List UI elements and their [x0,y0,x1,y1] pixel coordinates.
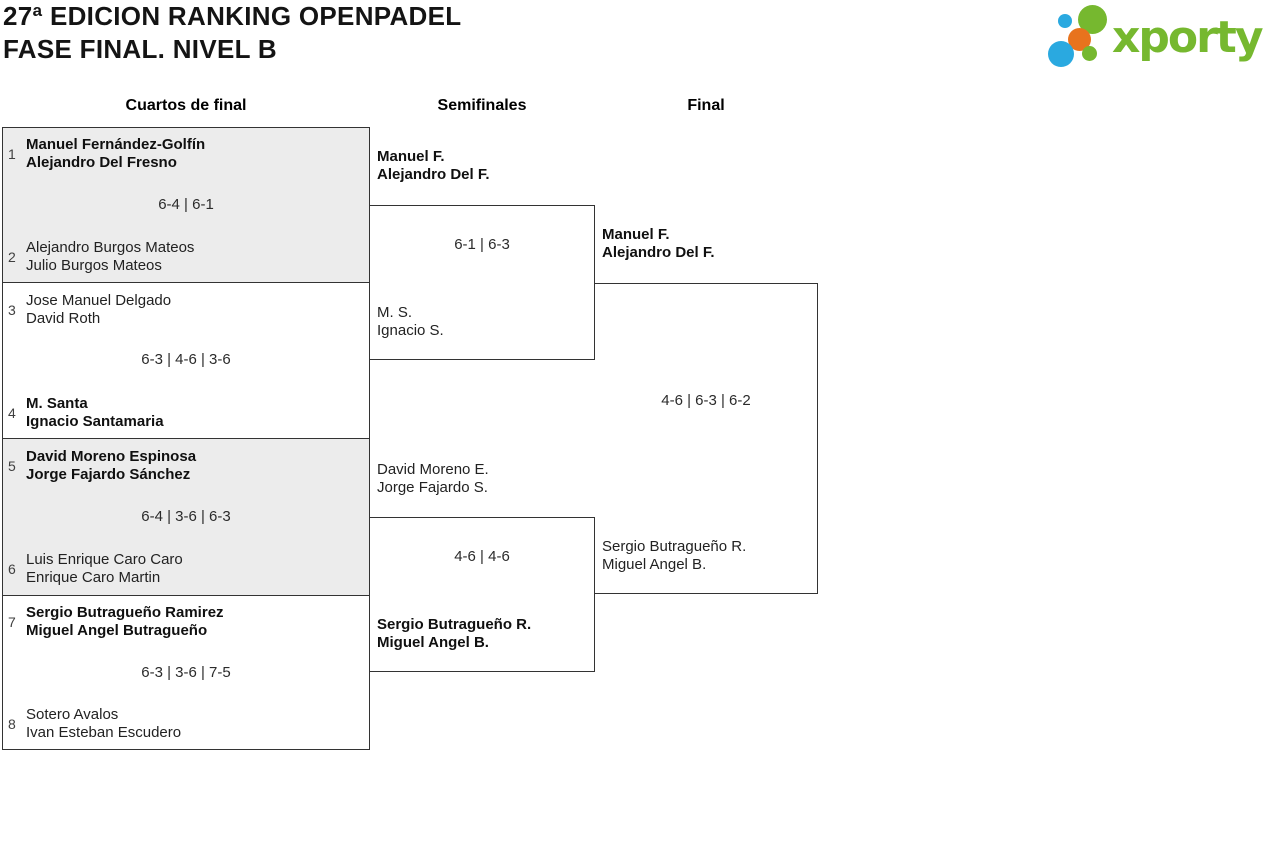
qf1-top-player2: Alejandro Del Fresno [26,154,177,171]
qf2-top-player1: Jose Manuel Delgado [26,292,172,309]
qf3-score: 6-4 | 3-6 | 6-3 [141,508,231,525]
sf1-bottom-player2: Ignacio S. [377,322,444,339]
round-header-quarterfinals: Cuartos de final [125,97,247,114]
logo-dot-green-small [1082,46,1097,61]
qf4-top-team [26,604,224,640]
qf1-top-team [26,136,205,172]
final-score: 4-6 | 6-3 | 6-2 [661,392,751,409]
final-bottom-player1: Sergio Butragueño R. [602,538,747,555]
page-title-line2: FASE FINAL. NIVEL B [3,34,277,64]
final-top-team [602,226,715,262]
final-top-player2: Alejandro Del F. [602,244,715,261]
qf2-score: 6-3 | 4-6 | 3-6 [141,351,231,368]
round-header-semifinals: Semifinales [437,97,527,114]
qf3-bottom-player1: Luis Enrique Caro Caro [26,551,183,568]
qf1-bottom-player1: Alejandro Burgos Mateos [26,239,195,256]
final-bottom-team [602,538,746,574]
sf2-top-team [377,461,489,497]
qf3-top-seed: 5 [8,458,16,474]
qf4-top-player1: Sergio Butragueño Ramirez [26,604,224,621]
qf3-top-player2: Jorge Fajardo Sánchez [26,466,191,483]
final-bottom-player2: Miguel Angel B. [602,556,707,573]
sf1-top-player1: Manuel F. [377,148,445,165]
sf2-top-player2: Jorge Fajardo S. [377,479,488,496]
sf2-score: 4-6 | 4-6 [454,548,510,565]
qf1-bottom-seed: 2 [8,249,16,265]
qf1-score: 6-4 | 6-1 [158,196,214,213]
qf3-bottom-player2: Enrique Caro Martin [26,569,161,586]
logo-dot-blue-big [1048,41,1074,67]
qf1-bottom-team [26,239,194,275]
qf1-top-seed: 1 [8,146,16,162]
page-title-line1: 27ª EDICION RANKING OPENPADEL [3,1,462,31]
sf1-top-player2: Alejandro Del F. [377,166,490,183]
sf2-top-player1: David Moreno E. [377,461,489,478]
qf4-bottom-player2: Ivan Esteban Escudero [26,724,182,741]
final-top-player1: Manuel F. [602,226,670,243]
qf4-top-seed: 7 [8,614,16,630]
sf1-bottom-player1: M. S. [377,304,413,321]
qf4-bottom-player1: Sotero Avalos [26,706,119,723]
page-title [3,0,461,66]
qf1-bottom-player2: Julio Burgos Mateos [26,257,162,274]
logo-wordmark: xporty [1112,12,1262,63]
sf2-bottom-player1: Sergio Butragueño R. [377,616,532,633]
qf4-top-player2: Miguel Angel Butragueño [26,622,208,639]
qf2-bottom-team [26,395,164,431]
logo-dot-blue-small [1058,14,1072,28]
qf3-bottom-seed: 6 [8,561,16,577]
qf3-top-team [26,448,196,484]
sf1-bottom-team [377,304,444,340]
qf2-top-team [26,292,171,328]
qf4-score: 6-3 | 3-6 | 7-5 [141,664,231,681]
sf1-top-team [377,148,490,184]
qf1-top-player1: Manuel Fernández-Golfín [26,136,206,153]
qf3-top-player1: David Moreno Espinosa [26,448,197,465]
sf2-bottom-player2: Miguel Angel B. [377,634,489,651]
qf2-bottom-seed: 4 [8,405,16,421]
sf2-bottom-team [377,616,531,652]
qf3-bottom-team [26,551,183,587]
qf2-top-seed: 3 [8,302,16,318]
qf4-bottom-team [26,706,181,742]
qf2-bottom-player1: M. Santa [26,395,88,412]
qf2-top-player2: David Roth [26,310,101,327]
qf4-bottom-seed: 8 [8,716,16,732]
sf1-score: 6-1 | 6-3 [454,236,510,253]
round-header-final: Final [687,97,725,114]
qf2-bottom-player2: Ignacio Santamaria [26,413,164,430]
